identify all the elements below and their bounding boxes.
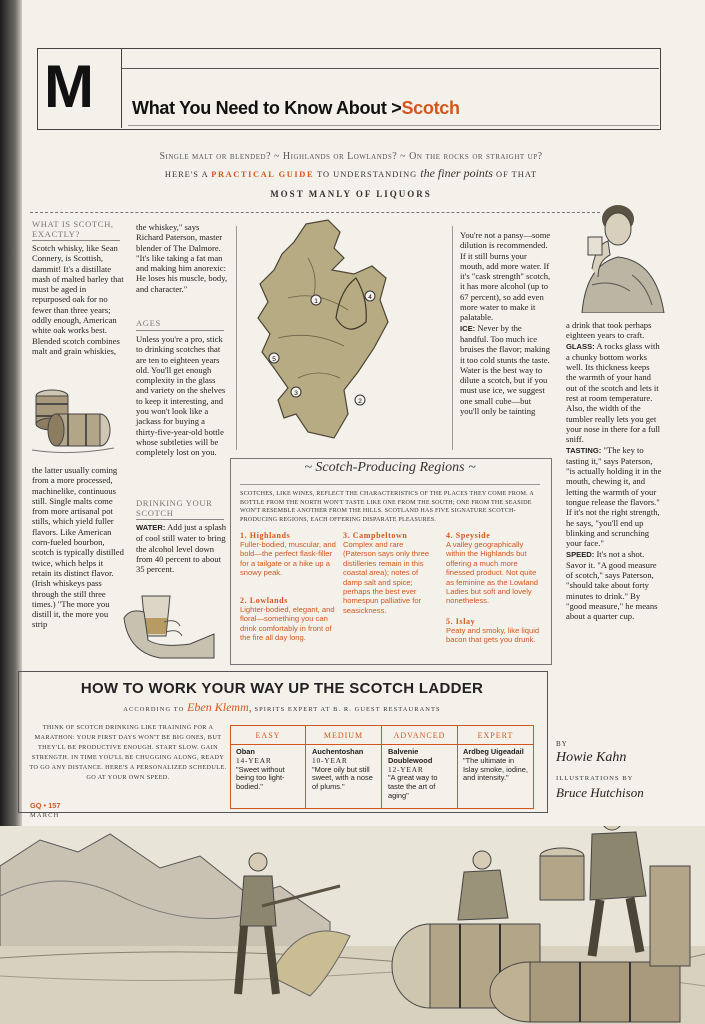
water-label: WATER:	[136, 523, 166, 532]
ladder-level-medium: MEDIUM	[323, 731, 364, 740]
ladder-note-advanced: "A great way to taste the art of aging"	[388, 773, 438, 800]
ladder-age-advanced: 12-YEAR	[388, 764, 424, 774]
regions-title-rule	[240, 484, 540, 485]
byline-label: BY	[556, 740, 568, 748]
ice-label: ICE:	[460, 323, 476, 333]
ladder-level-easy: EASY	[255, 731, 281, 740]
region-2-head: 2. Lowlands	[240, 596, 288, 605]
ladder-cell-advanced	[388, 748, 454, 806]
col5-speed	[566, 549, 662, 622]
ladder-table-header-rule	[230, 744, 534, 745]
col2-ages-rule	[136, 330, 224, 331]
region-2-text: Lighter-bodied, elegant, and floral—something you can drink comfortably in front of the fire all day long.	[240, 605, 335, 643]
col4-text	[460, 230, 552, 416]
region-4-text: A valley geographically within the Highlands but offering a much more finessed product. Not quite as feminine as the Lowland Ladies but soft and lovely nonetheless.	[446, 540, 539, 606]
region-3	[343, 531, 433, 615]
map-marker-3: 3	[294, 390, 298, 397]
region-5	[446, 617, 544, 645]
map-marker-5: 5	[272, 356, 276, 363]
col4-ice	[460, 323, 552, 417]
ladder-cell-expert	[463, 748, 529, 806]
deck-line-2	[40, 166, 662, 181]
region-5-text: Peaty and smoky, like liquid bacon that gets you drunk.	[446, 626, 540, 645]
distillery-landscape-illustration	[0, 826, 705, 1024]
glass-label: GLASS:	[566, 341, 595, 351]
map-marker-1: 1	[314, 298, 318, 305]
region-1	[240, 531, 338, 578]
map-divider-right	[452, 226, 453, 450]
illustrations-label: ILLUSTRATIONS BY	[556, 775, 634, 782]
deck-practical-guide: PRACTICAL GUIDE	[211, 170, 315, 179]
deck-part-e: OF THAT	[496, 170, 538, 179]
col5-text	[566, 320, 662, 622]
deck-rule	[30, 212, 600, 213]
region-1-text: Fuller-bodied, muscular, and bold—the perfect flask-filler for a tailgate or a hike up a snowy peak.	[240, 540, 336, 578]
region-3-text: Complex and rare (Paterson says only three distilleries remain in this coastal area); notes of damp salt and spice; perhaps the best ever homespun palliative for seasickness.	[343, 540, 430, 615]
region-3-head: 3. Campbeltown	[343, 531, 408, 540]
deck-part-a: HERE'S A	[164, 170, 209, 179]
region-4	[446, 531, 544, 606]
barrels-illustration	[30, 384, 116, 456]
ladder-age-easy: 14-YEAR	[236, 755, 272, 765]
col5-para-1: a drink that took perhaps eighteen years to craft.	[566, 320, 652, 341]
col5-tasting	[566, 445, 662, 549]
region-4-head: 4. Speyside	[446, 531, 491, 540]
folio-month: MARCH	[30, 812, 60, 819]
header-topic: Scotch	[401, 98, 460, 118]
col1-heading-rule	[32, 240, 120, 241]
col4-para-1: You're not a pansy—some dilution is recommended. If it still burns your mouth, add more water. If it's "cask strength" scotch, it has more alcohol (up to 67 percent), so add even more water to make it palatable.	[460, 230, 551, 323]
header-arrow: >	[391, 98, 402, 118]
ladder-title: HOW TO WORK YOUR WAY UP THE SCOTCH LADDER	[80, 680, 484, 697]
hand-with-glass-illustration	[120, 588, 216, 660]
region-2	[240, 596, 338, 643]
col1-text-1: Scotch whisky, like Sean Connery, is Scottish, dammit! It's a distillate mash of malted barley that must be aged in repurposed oak for no fewer than three years; oddly enough, American white oak works best. Blended scotch combines malt and grain whiskies,	[32, 243, 124, 356]
ladder-cell-medium	[312, 748, 378, 806]
scotland-map	[248, 218, 394, 444]
col2-text-2: Unless you're a pro, stick to drinking scotches that are ten to eighteen years old. You'll get enough complexity in the glass and variety on the shelves to keep it interesting, and you won't look like a jackass for buying a thirty-five-year-old bottle whose subtleties will be completely lost on you.	[136, 334, 226, 458]
col1-text-2: the latter usually coming from a more processed, machinelike, continuous still. Single malts come from more artisanal pot stills, which yield fuller flavors. Like American corn-fueled bourbon, scotch is typically distilled twice, which helps it retain its distinct flavor. (Irish whiskeys pass through the still three times.) "The more you distill it, the more you strip	[32, 465, 124, 630]
deck-part-c: TO UNDERSTANDING	[317, 170, 418, 179]
water-text: Add just a splash of cool still water to bring the alcohol level down from 40 percent to about 35 percent.	[136, 522, 227, 575]
col2-text-1: the whiskey," says Richard Paterson, master blender of The Dalmore. "It's like taking a fat man and making him anorexic: He loses his muscle, body, and character."	[136, 222, 228, 294]
map-marker-4: 4	[368, 294, 372, 301]
col2-drinking-rule	[136, 519, 224, 520]
ladder-note-medium: "More oily but still sweet, with a nose of plums."	[312, 764, 373, 792]
speed-label: SPEED:	[566, 549, 595, 559]
col2-heading-ages: AGES	[136, 318, 161, 328]
glass-text: A rocks glass with a chunky bottom works well. Its thickness keeps the warmth of your hand out of the scotch and lets it rest at room temperature. Also, the width of the tumbler really lets you get your nose in there for a full sniff.	[566, 340, 661, 445]
folio-page: GQ • 157	[30, 801, 61, 810]
header-letter: M	[44, 53, 94, 120]
ladder-note-easy: "Sweet without being too light-bodied."	[236, 764, 285, 792]
col5-glass	[566, 341, 662, 445]
header-rule	[121, 68, 659, 69]
ladder-name-expert: Ardbeg Uigeadail	[463, 747, 524, 756]
ladder-byline-a: ACCORDING TO	[123, 706, 185, 713]
ladder-byline-name: Eben Klemm,	[187, 700, 252, 714]
illustrator-signature: Bruce Hutchison	[556, 785, 644, 800]
ice-text: Never by the handful. Too much ice bruises the flavor; making it too cold stunts the taste. Water is the best way to dilute a scotch, but if you must use ice, we suggest one small cube—but you'll only be tainting	[460, 322, 550, 417]
speed-text: It's not a shot. Savor it. "A good measure of scotch," says Paterson, "should take about forty minutes to drink." By "good measure," he means about a quarter cup.	[566, 548, 658, 622]
col1-heading: WHAT IS SCOTCH, EXACTLY?	[32, 219, 114, 239]
ladder-note-expert: "The ultimate in Islay smoke, iodine, and intensity."	[463, 755, 528, 783]
header-underline	[128, 125, 659, 126]
ladder-level-expert: EXPERT	[477, 731, 514, 740]
header-title	[132, 98, 460, 119]
regions-intro: SCOTCHES, LIKE WINES, REFLECT THE CHARACTERISTICS OF THE PLACES THEY COME FROM. A BOTTLE FROM THE NORTH WON'T TASTE LIKE ONE FROM THE SOUTH; ONE FROM THE SEASIDE WON'T RESEMBLE ANOTHER FROM THE HILLS. SCOTLAND HAS FIVE SIGNATURE SCOTCH-PRODUCING REGIONS, EACH OFFERING DISPARATE PLEASURES.	[240, 491, 534, 523]
tasting-text: "The key to tasting it," says Paterson, "is actually holding it in the mouth, chewing it, and letting the warmth of your tongue release the flavors." If it's not the right strength, he says, "you'll end up blinking and scrunching your face."	[566, 444, 662, 549]
deck-finer-points: the finer points	[420, 166, 493, 180]
ladder-cell-easy	[236, 748, 302, 806]
ladder-byline-b: SPIRITS EXPERT AT B. R. GUEST RESTAURANTS	[254, 706, 441, 713]
ladder-name-easy: Oban	[236, 747, 255, 756]
region-1-head: 1. Highlands	[240, 531, 291, 540]
ladder-level-advanced: ADVANCED	[393, 731, 446, 740]
region-5-head: 5. Islay	[446, 617, 476, 626]
ladder-name-medium: Auchentoshan	[312, 747, 364, 756]
col2-water	[136, 522, 228, 574]
header-title-text: What You Need to Know About	[132, 98, 387, 118]
ladder-byline	[18, 700, 546, 715]
col2-heading-drinking: DRINKING YOUR SCOTCH	[136, 498, 213, 518]
tasting-label: TASTING:	[566, 445, 602, 455]
author-signature: Howie Kahn	[556, 750, 627, 765]
ladder-age-medium: 10-YEAR	[312, 755, 348, 765]
ladder-intro: THINK OF SCOTCH DRINKING LIKE TRAINING FOR A MARATHON: YOUR FIRST DAYS WON'T BE BIG ONES, BUT THEY'LL BE PRODUCTIVE ENOUGH. START SLOW. GAIN STRENGTH. IN TIME YOU'LL BE CHUGGING ALONG, READY TO GO ANY DISTANCE. HERE'S A PERSONALIZED SCHEDULE. GO AT YOUR OWN SPEED.	[29, 724, 227, 781]
deck-line-1: Single malt or blended? ~ Highlands or Lowlands? ~ On the rocks or straight up?	[159, 151, 543, 162]
map-marker-2: 2	[358, 398, 362, 405]
man-drinking-illustration	[552, 195, 670, 313]
regions-title: ~ Scotch-Producing Regions ~	[304, 460, 476, 475]
map-divider	[236, 226, 237, 450]
ladder-name-advanced: Balvenie Doublewood	[388, 747, 433, 765]
deck-line-3: MOST MANLY OF LIQUORS	[270, 189, 432, 199]
